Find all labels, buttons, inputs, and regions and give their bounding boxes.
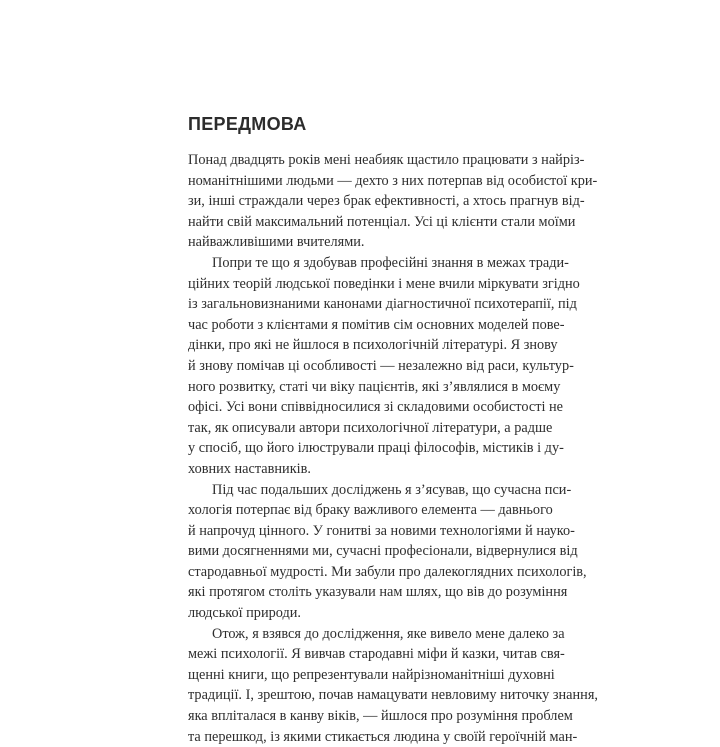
- text-line: вими досягненнями ми, сучасні професіонали, відвернулися від: [188, 543, 578, 560]
- body-text: [188, 150, 598, 747]
- paragraph: [188, 150, 598, 253]
- text-line: Попри те що я здобував професійні знання в межах тради-: [212, 254, 569, 271]
- text-line: із загальновизнаними канонами діагностичної психотерапії, під: [188, 296, 577, 313]
- text-line: зи, інші страждали через брак ефективності, а хтось прагнув від-: [188, 193, 585, 210]
- text-line: й знову помічав ці особливості — незалежно від раси, культур-: [188, 357, 574, 374]
- text-line: межі психології. Я вивчав стародавні міфи й казки, читав свя-: [188, 646, 565, 663]
- chapter-heading: ПЕРЕДМОВА: [188, 114, 307, 134]
- text-line: ційних теорій людської поведінки і мене вчили міркувати згідно: [188, 275, 580, 292]
- text-line: традиції. І, зрештою, почав намацувати невловиму ниточку знання,: [188, 687, 598, 704]
- text-line: й напрочуд цінного. У гонитві за новими технологіями й науко-: [188, 522, 575, 539]
- text-line: яка впліталася в канву віків, — йшлося про розуміння проблем: [188, 708, 573, 725]
- text-line: Отож, я взявся до дослідження, яке вивело мене далеко за: [212, 625, 565, 642]
- text-line: та перешкод, із якими стикається людина у своїй героїчній ман-: [188, 728, 578, 745]
- text-line: так, як описували автори психологічної літератури, а радше: [188, 419, 553, 436]
- text-line: офісі. Усі вони співвідносилися зі складовими особистості не: [188, 399, 564, 416]
- text-line: час роботи з клієнтами я помітив сім основних моделей пове-: [188, 316, 565, 333]
- paragraph: [188, 480, 587, 624]
- text-line: найважливішими вчителями.: [188, 234, 365, 251]
- text-line: щенні книги, що репрезентували найрізноманітніші духовні: [188, 666, 555, 683]
- text-line: хологія потерпає від браку важливого елемента — давнього: [188, 502, 553, 519]
- text-line: у спосіб, що його ілюстрували праці філософів, містиків і ду-: [188, 440, 564, 457]
- text-line: Понад двадцять років мені неабияк щастило працювати з найріз-: [188, 152, 585, 168]
- text-line: які протягом століть указували нам шлях, що вів до розуміння: [188, 584, 568, 601]
- text-line: дінки, про які не йшлося в психологічній літературі. Я знову: [188, 337, 558, 354]
- paragraph: [188, 624, 598, 747]
- text-line: людської природи.: [188, 605, 301, 622]
- text-line: найти свій максимальний потенціал. Усі ці клієнти стали моїми: [188, 213, 576, 230]
- paragraph: [188, 253, 580, 480]
- text-line: стародавньої мудрості. Ми забули про далекоглядних психологів,: [188, 563, 587, 580]
- text-line: Під час подальших досліджень я з’ясував, що сучасна пси-: [212, 481, 572, 498]
- text-line: номанітнішими людьми — дехто з них потерпав від особистої кри-: [188, 172, 598, 189]
- text-line: ного розвитку, статі чи віку пацієнтів, які з’являлися в моєму: [188, 378, 561, 395]
- text-line: ховних наставників.: [188, 460, 311, 477]
